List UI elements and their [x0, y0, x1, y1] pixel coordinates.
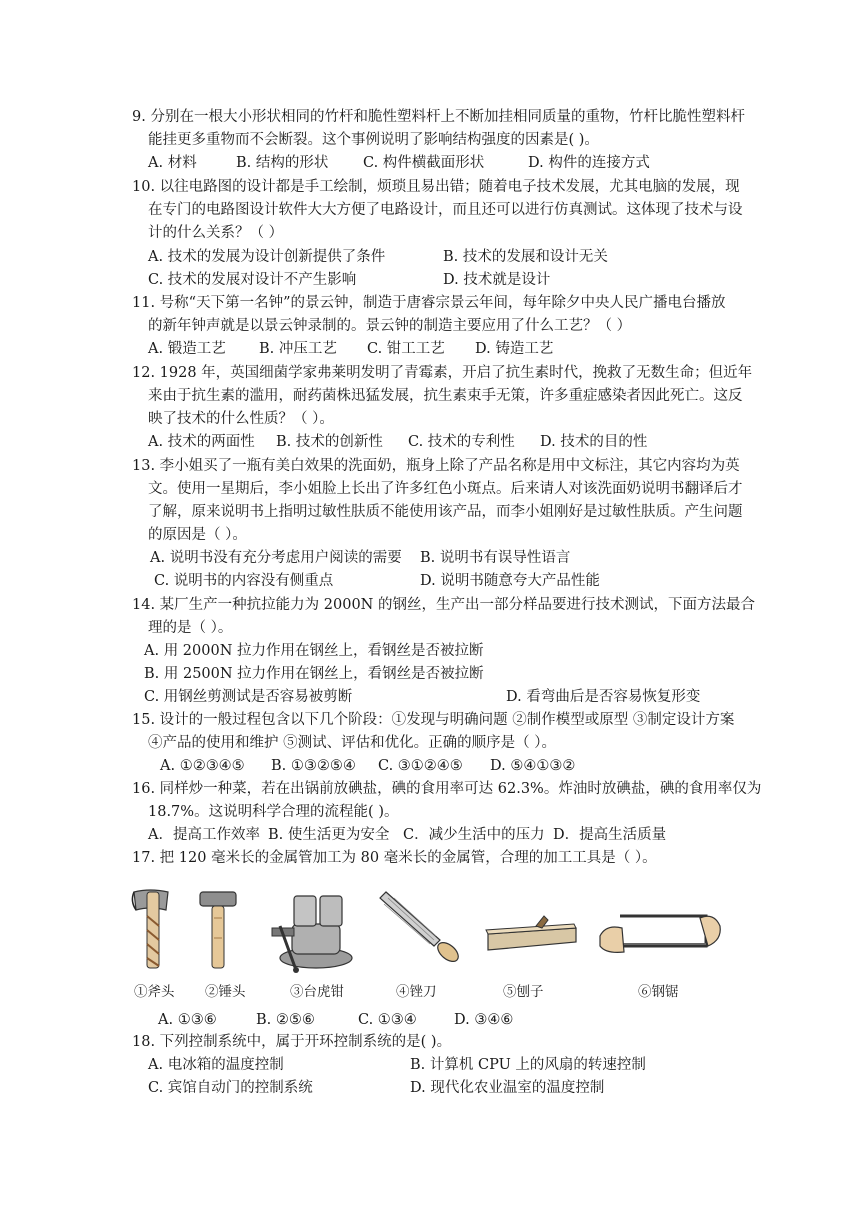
tool-label-hacksaw: ⑥钢锯	[638, 984, 679, 1000]
q17-option-c: C. ①③④	[358, 1012, 417, 1028]
q9-option-a: A. 材料	[148, 155, 197, 171]
q18-option-d: D. 现代化农业温室的温度控制	[410, 1080, 605, 1096]
q13-option-c: C. 说明书的内容没有侧重点	[154, 573, 334, 589]
q15-option-b: B. ①③②⑤④	[271, 758, 356, 774]
q11-option-c: C. 钳工工艺	[367, 341, 445, 357]
q16-line-2: 18.7%。这说明科学合理的流程能( )。	[148, 804, 399, 820]
q15-line-2: ④产品的使用和维护 ⑤测试、评估和优化。正确的顺序是（ ）。	[148, 735, 556, 751]
q11-option-d: D. 铸造工艺	[475, 341, 554, 357]
tool-label-axe: ①斧头	[134, 984, 175, 1000]
q14-option-c: C. 用钢丝剪测试是否容易被剪断	[144, 689, 353, 705]
q9-option-d: D. 构件的连接方式	[528, 155, 650, 171]
q12-line-3: 映了技术的什么性质？（ ）。	[148, 411, 334, 427]
plane-illustration	[484, 912, 580, 956]
q17-option-b: B. ②⑤⑥	[256, 1012, 315, 1028]
q15-option-d: D. ⑤④①③②	[490, 758, 576, 774]
q11-option-b: B. 冲压工艺	[259, 341, 337, 357]
q15-option-c: C. ③①②④⑤	[378, 758, 463, 774]
q12-option-b: B. 技术的创新性	[276, 434, 383, 450]
hacksaw-illustration	[596, 906, 724, 964]
q13-line-1: 13. 李小姐买了一瓶有美白效果的洗面奶，瓶身上除了产品名称是用中文标注，其它内容均为英	[132, 458, 740, 474]
q9-option-c: C. 构件横截面形状	[363, 155, 485, 171]
q13-line-3: 了解，原来说明书上指明过敏性肤质不能使用该产品，而李小姐刚好是过敏性肤质。产生问题	[148, 504, 743, 520]
q14-line-1: 14. 某厂生产一种抗拉能力为 2000N 的钢丝，生产出一部分样品要进行技术测试，下面方法最合	[132, 597, 755, 613]
q16-option-c: C．减少生活中的压力	[403, 827, 545, 843]
q16-option-a: A．提高工作效率	[148, 827, 260, 843]
q18-line-1: 18. 下列控制系统中，属于开环控制系统的是( )。	[132, 1034, 452, 1050]
q17-line-1: 17. 把 120 毫米长的金属管加工为 80 毫米长的金属管，合理的加工工具是（ ）。	[132, 850, 657, 866]
q13-line-4: 的原因是（ ）。	[148, 527, 247, 543]
file-rasp-illustration	[374, 890, 464, 962]
q18-option-c: C. 宾馆自动门的控制系统	[148, 1080, 313, 1096]
tool-label-hammer: ②锤头	[205, 984, 246, 1000]
q12-line-2: 来由于抗生素的滥用，耐药菌株迅猛发展，抗生素束手无策，许多重症感染者因此死亡。这反	[148, 388, 743, 404]
q9-line-2: 能挂更多重物而不会断裂。这个事例说明了影响结构强度的因素是( )。	[148, 132, 599, 148]
q10-option-d: D. 技术就是设计	[443, 272, 551, 288]
q16-line-1: 16. 同样炒一种菜，若在出锅前放碘盐，碘的食用率可达 62.3%。炸油时放碘盐，碘的食用率仅为	[132, 781, 762, 797]
tool-label-file: ④锉刀	[396, 984, 437, 1000]
q14-line-2: 理的是（ ）。	[148, 620, 233, 636]
q14-option-b: B. 用 2500N 拉力作用在钢丝上，看钢丝是否被拉断	[144, 666, 484, 682]
q15-option-a: A. ①②③④⑤	[160, 758, 245, 774]
q11-option-a: A. 锻造工艺	[148, 341, 226, 357]
q14-option-d: D. 看弯曲后是否容易恢复形变	[506, 689, 701, 705]
q15-line-1: 15. 设计的一般过程包含以下几个阶段：①发现与明确问题 ②制作模型或原型 ③制定设计方案	[132, 712, 735, 728]
hammer-illustration	[196, 888, 240, 972]
q12-option-a: A. 技术的两面性	[148, 434, 255, 450]
q13-option-d: D. 说明书随意夸大产品性能	[420, 573, 600, 589]
q13-option-b: B. 说明书有误导性语言	[420, 550, 571, 566]
q9-line-1: 9. 分别在一根大小形状相同的竹杆和脆性塑料杆上不断加挂相同质量的重物，竹杆比脆性塑料杆	[132, 109, 745, 125]
bench-vise-illustration	[266, 884, 358, 976]
q13-line-2: 文。使用一星期后，李小姐脸上长出了许多红色小斑点。后来请人对该洗面奶说明书翻译后才	[148, 481, 743, 497]
axe-illustration	[128, 886, 178, 972]
tool-label-vise: ③台虎钳	[290, 984, 344, 1000]
q16-option-b: B. 使生活更为安全	[268, 827, 390, 843]
q11-line-1: 11. 号称“天下第一名钟”的景云钟，制造于唐睿宗景云年间，每年除夕中央人民广播电台播放	[132, 295, 726, 311]
q10-line-2: 在专门的电路图设计软件大大方便了电路设计，而且还可以进行仿真测试。这体现了技术与设	[148, 202, 743, 218]
tool-label-plane: ⑤刨子	[503, 984, 544, 1000]
q17-option-d: D. ③④⑥	[454, 1012, 514, 1028]
q12-option-c: C. 技术的专利性	[408, 434, 515, 450]
q18-option-a: A. 电冰箱的温度控制	[148, 1057, 284, 1073]
q14-option-a: A. 用 2000N 拉力作用在钢丝上，看钢丝是否被拉断	[144, 643, 484, 659]
q12-option-d: D. 技术的目的性	[540, 434, 648, 450]
q16-option-d: D．提高生活质量	[553, 827, 667, 843]
q18-option-b: B. 计算机 CPU 上的风扇的转速控制	[410, 1057, 646, 1073]
q11-line-2: 的新年钟声就是以景云钟录制的。景云钟的制造主要应用了什么工艺？（ ）	[148, 318, 632, 334]
q10-line-3: 计的什么关系？（ ）	[148, 225, 284, 241]
q17-option-a: A. ①③⑥	[158, 1012, 217, 1028]
q12-line-1: 12. 1928 年，英国细菌学家弗莱明发明了青霉素，开启了抗生素时代，挽救了无数生命；但近年	[132, 365, 753, 381]
q10-option-c: C. 技术的发展对设计不产生影响	[148, 272, 357, 288]
q10-line-1: 10. 以往电路图的设计都是手工绘制，烦琐且易出错；随着电子技术发展，尤其电脑的发展，现	[132, 179, 740, 195]
q10-option-b: B. 技术的发展和设计无关	[443, 249, 608, 265]
q13-option-a: A. 说明书没有充分考虑用户阅读的需要	[150, 550, 402, 566]
q10-option-a: A. 技术的发展为设计创新提供了条件	[148, 249, 386, 265]
q9-option-b: B. 结构的形状	[236, 155, 329, 171]
